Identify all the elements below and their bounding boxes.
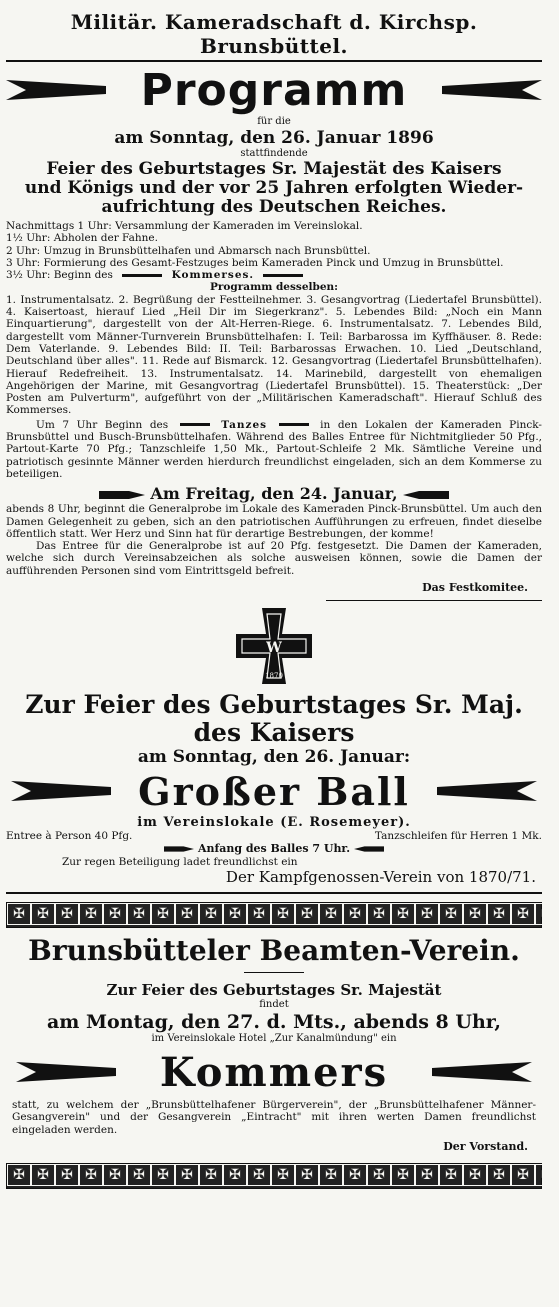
- kommers-title-row: [6, 1045, 542, 1099]
- newspaper-page: [6, 4, 553, 1189]
- entree-text: Das Entree für die Generalprobe ist auf 20 Pfg. festgesetzt. Die Damen der Kameraden, welche sich durch Vereinsabzeichen als solche ausweisen können, sowie die Damen der aufführenden Personen sind vom Eintrittsgeld befreit.: [6, 540, 542, 577]
- schedule-line: 3 Uhr: Formierung des Gesamt-Festzuges beim Kameraden Pinck und Umzug in Brunsbüttel.: [6, 256, 504, 269]
- feier-line-1: Feier des Geburtstages Sr. Majestät des Kaisers: [46, 159, 502, 179]
- generalprobe-text: abends 8 Uhr, beginnt die Generalprobe im Lokale des Kameraden Pinck-Brunsbüttel. Um auch den Damen Gelegenheit zu geben, sich an den patriotischen Aufführungen zu erfreuen, findet dieselbe öffentlich statt. Wer Herz und Sinn hat für derartige Bestrebungen, der komme!: [6, 503, 542, 540]
- left-ornament-arrow-icon: [6, 80, 106, 100]
- ad2-title: Zur Feier des Geburtstages Sr. Maj. des Kaisers: [25, 690, 523, 748]
- kommers-bar-right: [263, 274, 303, 277]
- anfang-text: Anfang des Balles 7 Uhr.: [197, 842, 351, 856]
- tanz-text: in den Lokalen der Kameraden Pinck-Brunsbüttel und Busch-Brunsbüttelhafen. Während des Balles Entree für Nichtmitglieder 50 Pfg., Partout-Karte 70 Pfg.; Tanzschleife 1,50 Mk., Partout-Schleife 2 Mk. Sämtliche Vereine und patriotisch gesinnte Männer werden hierdurch freundlichst eingeladen, sich an dem Kommerse zu beteiligen.: [6, 418, 542, 480]
- kampfgenossen-verein: Der Kampfgenossen-Verein von 1870/71.: [225, 868, 536, 887]
- iron-cross-area: [6, 601, 542, 691]
- left-ornament-arrow-icon: [6, 1062, 126, 1082]
- beamten-verein-title: Brunsbütteler Beamten-Verein.: [28, 934, 520, 968]
- tanz-prefix: Um 7 Uhr Beginn des: [36, 418, 169, 431]
- kommers-bar-left: [122, 274, 162, 277]
- pointing-hand-right-icon: [99, 488, 145, 502]
- right-ornament-arrow-icon: [432, 781, 542, 801]
- entree-left: Entree à Person 40 Pfg.: [6, 830, 133, 843]
- cross-year: 1870: [265, 672, 283, 681]
- ball-entree-row: [6, 830, 542, 842]
- einladung: Zur regen Beteiligung ladet freundlichst ein: [62, 856, 298, 869]
- pointing-hand-left-icon: [354, 842, 384, 856]
- left-ornament-arrow-icon: [6, 781, 116, 801]
- entree-right: Tanzschleifen für Herren 1 Mk.: [374, 830, 542, 843]
- anfang-row: [6, 842, 542, 856]
- iron-cross-icon: [234, 606, 314, 686]
- cross-letter: W: [266, 640, 282, 657]
- right-ornament-arrow-icon: [422, 1062, 542, 1082]
- ornamental-border-top: ✠ ✠ ✠ ✠ ✠ ✠ ✠ ✠ ✠ ✠ ✠ ✠ ✠ ✠ ✠ ✠ ✠ ✠ ✠ ✠ ✠ ✠ ✠: [6, 902, 542, 928]
- ad1-date: am Sonntag, den 26. Januar 1896: [114, 128, 434, 148]
- programm-heading: Programm desselben:: [209, 281, 339, 294]
- schedule: [6, 220, 542, 480]
- schedule-line: Nachmittags 1 Uhr: Versammlung der Kameraden im Vereinslokal.: [6, 220, 363, 232]
- freitag-text: Am Freitag, den 24. Januar,: [150, 484, 398, 504]
- ad3-date: am Montag, den 27. d. Mts., abends 8 Uhr,: [46, 1011, 502, 1034]
- kommers-title: Kommers: [159, 1048, 389, 1096]
- fuer-die: für die: [257, 116, 291, 127]
- programm-text: 1. Instrumentalsatz. 2. Begrüßung der Festteilnehmer. 3. Gesangvortrag (Liedertafel Brunsbüttel). 4. Kaisertoast, hierauf Lied „Heil Dir im Siegerkranz". 5. Lebendes Bild: „Noch ein Mann Einquartierung", dargestellt von der Alt-Herren-Riege. 6. Instrumentalsatz. 7. Lebendes Bild, dargestellt vom Männer-Turnverein Brunsbüttelhafen: I. Teil: Barbarossa im Kyffhäuser. 8. Rede: Dem Vaterlande. 9. Lebendes Bild: II. Teil: Barbarossas Erwachen. 10. Lied „Deutschland, Deutschland über alles". 11. Rede auf Bismarck. 12. Gesangvortrag (Liedertafel Brunsbüttelhafen). Hierauf Redefreiheit. 13. Instrumentalsatz. 14. Marinebild, dargestellt von ehemaligen Angehörigen der Marine, mit Gesangvortrag (Liedertafel Brunsbüttel). 15. Theaterstück: „Der Posten am Pulverturm", aufgeführt von der „Militärischen Kameradschaft". Hierauf Schluß des Kommerses.: [6, 293, 542, 417]
- ad3-text: statt, zu welchem der „Brunsbüttelhafener Bürgerverein", der „Brunsbüttelhafener Männer-Gesangverein" und der Gesangverein „Eintracht" mit ihren werten Damen freundlichst eingeladen werden.: [12, 1099, 536, 1136]
- findet: findet: [259, 999, 289, 1011]
- ad2-date: am Sonntag, den 26. Januar:: [137, 747, 411, 768]
- pointing-hand-right-icon: [164, 842, 194, 856]
- ad3-lokal: im Vereinslokale Hotel „Zur Kanalmündung" ein: [151, 1033, 397, 1045]
- feier-line-3: aufrichtung des Deutschen Reiches.: [101, 197, 447, 217]
- ball-title-row: [6, 767, 542, 815]
- schedule-line: 2 Uhr: Umzug in Brunsbüttelhafen und Abmarsch nach Brunsbüttel.: [6, 244, 371, 257]
- tanz-bar-right: [279, 423, 309, 426]
- pointing-hand-left-icon: [403, 488, 449, 502]
- grosser-ball-title: Großer Ball: [138, 768, 410, 814]
- tanz-bar-left: [180, 423, 210, 426]
- programm-title: Programm: [140, 64, 408, 116]
- festkomitee-signature: Das Festkomitee.: [422, 581, 528, 595]
- programm-title-row: [6, 64, 542, 116]
- ad1-header: Militär. Kameradschaft d. Kirchsp. Brunsbüttel.: [70, 10, 478, 58]
- header-rule: [6, 60, 542, 62]
- kommers-line: [6, 269, 542, 281]
- ad3-feier: Zur Feier des Geburtstages Sr. Majestät: [106, 981, 442, 1000]
- freitag-row: [6, 484, 542, 503]
- ball-lokal: im Vereinslokale (E. Rosemeyer).: [137, 815, 411, 831]
- ad2-bottom-rule: [6, 892, 542, 894]
- tanz-paragraph: [6, 419, 542, 480]
- right-ornament-arrow-icon: [442, 80, 542, 100]
- ornamental-border-bottom: ✠ ✠ ✠ ✠ ✠ ✠ ✠ ✠ ✠ ✠ ✠ ✠ ✠ ✠ ✠ ✠ ✠ ✠ ✠ ✠ ✠ ✠ ✠: [6, 1163, 542, 1189]
- kommers-word: Kommerses.: [171, 269, 255, 282]
- kommers-prefix: 3½ Uhr: Beginn des: [6, 269, 113, 282]
- schedule-line: 1½ Uhr: Abholen der Fahne.: [6, 232, 158, 245]
- tanz-word: Tanzes: [221, 418, 268, 431]
- vorstand-signature: Der Vorstand.: [443, 1139, 528, 1153]
- stattfindende: stattfindende: [240, 148, 308, 159]
- feier-line-2: und Königs und der vor 25 Jahren erfolgten Wieder-: [24, 178, 524, 198]
- generalprobe-block: [6, 503, 542, 577]
- title-rule: [244, 972, 304, 973]
